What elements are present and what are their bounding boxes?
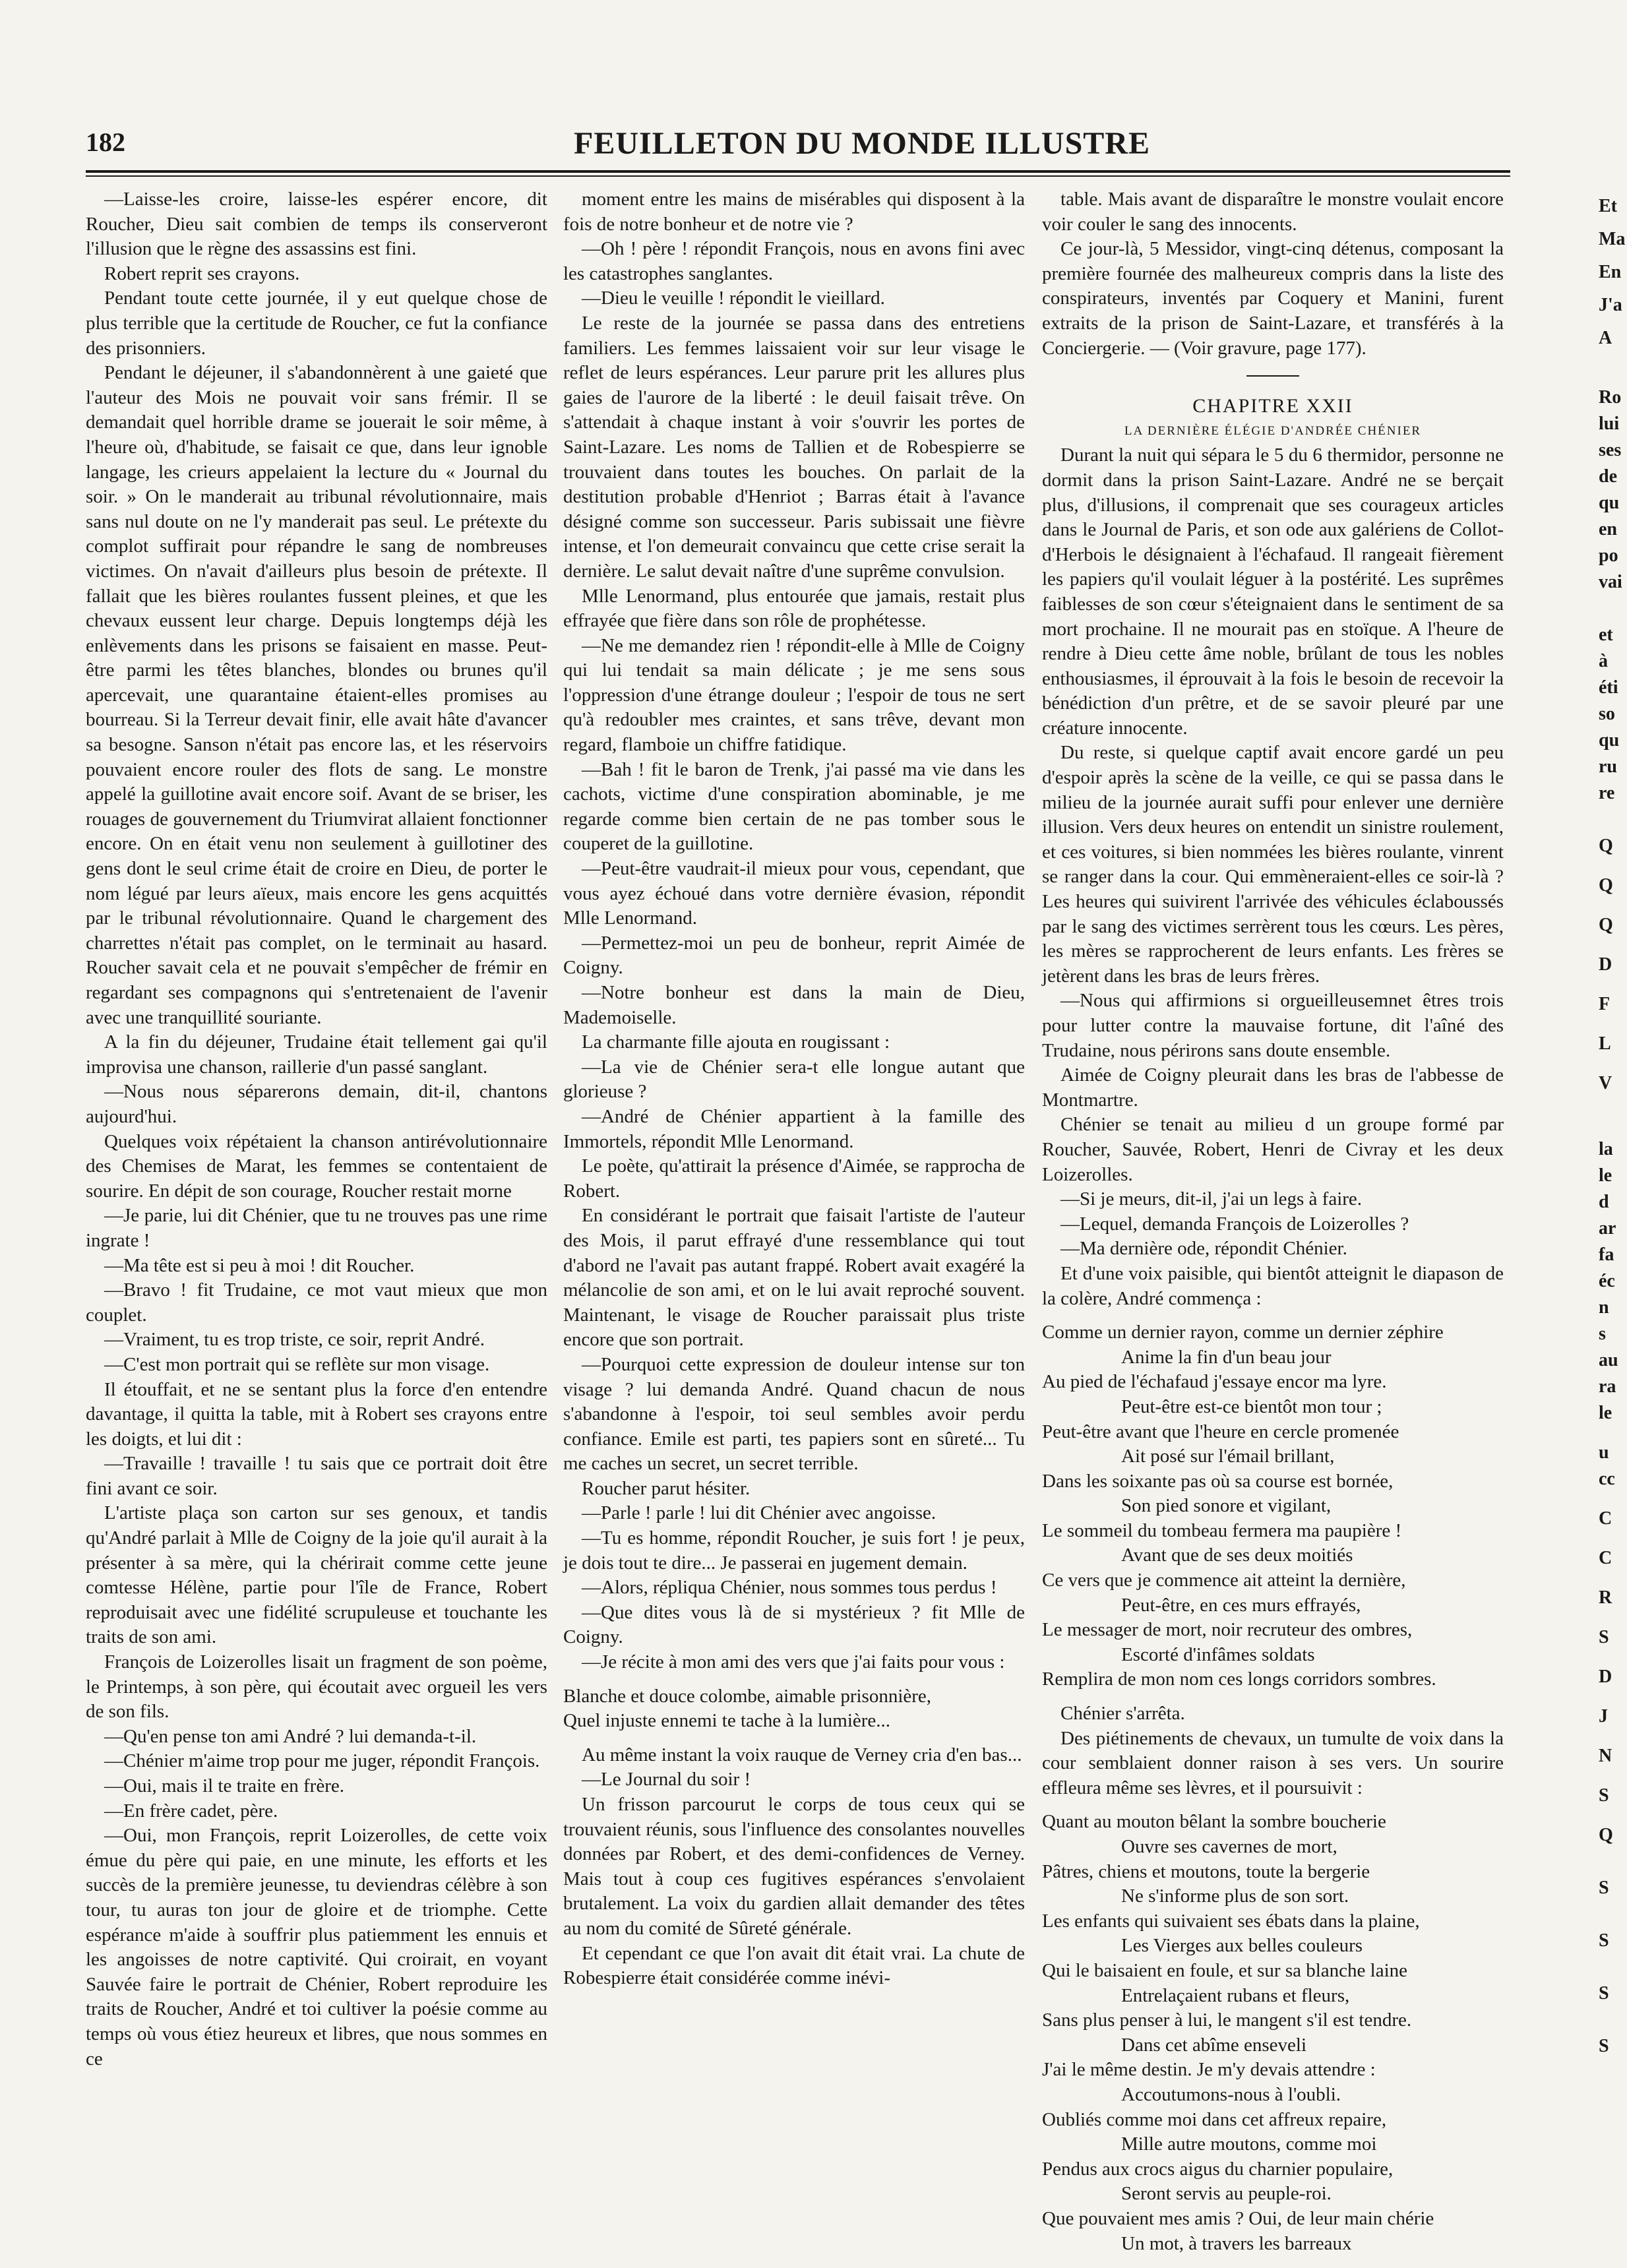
- margin-fragment: A: [1599, 328, 1612, 348]
- paragraph: —Oui, mon François, reprit Loizerolles, de cette voix émue du père qui paie, en une minute, les efforts et les succès de la première jeunesse, tu deviendras célèbre à son tour, tu auras ton jour de gloire et de triomphe. Cette espérance m'aide à souffrir plus patiemment les ennuis et les angoisses de notre captivité. Qui croirait, en voyant Sauvée faire le portrait de Chénier, Robert reproduire les traits de Roucher, André et toi cultiver la poésie comme au temps où vous étiez heureux et libres, que nous sommes en ce: [86, 1825, 547, 2069]
- paragraph: Chénier se tenait au milieu d un groupe formé par Roucher, Sauvée, Robert, Henri de Civray et les deux Loizerolles.: [1042, 1114, 1504, 1185]
- verse-line: Ce vers que je commence ait atteint la dernière,: [1042, 1570, 1406, 1591]
- paragraph: Quelques voix répétaient la chanson antirévolutionnaire des Chemises de Marat, les femmes se contentaient de sourire. En dépit de son courage, Roucher restait morne: [86, 1130, 547, 1202]
- paragraph: —Oui, mais il te traite en frère.: [104, 1775, 344, 1796]
- paragraph: —Vraiment, tu es trop triste, ce soir, reprit André.: [104, 1329, 485, 1351]
- verse-line: Dans les soixante pas où sa course est bornée,: [1042, 1470, 1394, 1492]
- verse-line: Oubliés comme moi dans cet affreux repaire,: [1042, 2108, 1387, 2130]
- paragraph: —Notre bonheur est dans la main de Dieu, Mademoiselle.: [563, 982, 1025, 1028]
- paragraph: Au même instant la voix rauque de Verney cria d'en bas...: [582, 1744, 1022, 1765]
- margin-fragment: Q: [1599, 915, 1613, 935]
- paragraph: —Dieu le veuille ! répondit le vieillard.: [582, 288, 885, 309]
- margin-fragment: la: [1599, 1139, 1613, 1159]
- paragraph: —Oh ! père ! répondit François, nous en avons fini avec les catastrophes sanglantes.: [563, 238, 1025, 284]
- verse-line: Sans plus penser à lui, le mangent s'il est tendre.: [1042, 2009, 1412, 2031]
- header-rule: [86, 170, 1510, 173]
- paragraph: —Bravo ! fit Trudaine, ce mot vaut mieux que mon couplet.: [86, 1279, 547, 1326]
- paragraph: —Nous nous séparerons demain, dit-il, chantons aujourd'hui.: [86, 1081, 547, 1127]
- paragraph: —En frère cadet, père.: [104, 1800, 278, 1822]
- paragraph: Des piétinements de chevaux, un tumulte de voix dans la cour semblaient donner raison à ses vers. Un sourire effleura même ses lèvres, et il poursuivit :: [1042, 1727, 1504, 1798]
- verse-line: Mille autre moutons, comme moi: [1121, 2133, 1377, 2155]
- column-3: [1042, 187, 1504, 2254]
- verse-line: Pâtres, chiens et moutons, toute la bergerie: [1042, 1860, 1370, 1882]
- margin-fragment: Q: [1599, 836, 1613, 856]
- paragraph: Roucher parut hésiter.: [582, 1477, 751, 1499]
- running-title: FEUILLETON DU MONDE ILLUSTRE: [574, 126, 1150, 161]
- margin-fragment: so: [1599, 704, 1615, 724]
- margin-fragment: N: [1599, 1746, 1612, 1766]
- margin-fragment: le: [1599, 1403, 1612, 1423]
- paragraph: Ce jour-là, 5 Messidor, vingt-cinq détenus, composant la première fournée des malheureux compris dans la liste des conspirateurs, inventés par Coquery et Manini, furent extraits de la prison de Saint-Lazare, et transférés à la Conciergerie. — (Voir gravure, page 177).: [1042, 238, 1504, 359]
- margin-fragment: n: [1599, 1297, 1609, 1318]
- margin-fragment: D: [1599, 954, 1612, 975]
- verse-line: Son pied sonore et vigilant,: [1121, 1495, 1332, 1517]
- margin-fragment: re: [1599, 783, 1615, 803]
- paragraph: —Ne me demandez rien ! répondit-elle à Mlle de Coigny qui lui tendait sa main délicate ; je me sens sous l'oppression d'une étrange douleur ; l'espoir de tous ne sert qu'à redoubler mes craintes, et sans trêve, devant mon regard, flamboie un chiffre fatidique.: [563, 634, 1025, 756]
- paragraph: —C'est mon portrait qui se reflète sur mon visage.: [104, 1353, 490, 1375]
- margin-fragment: fa: [1599, 1244, 1614, 1265]
- margin-fragment: S: [1599, 2036, 1609, 2056]
- paragraph: —André de Chénier appartient à la famille des Immortels, répondit Mlle Lenormand.: [563, 1105, 1025, 1152]
- paragraph: Du reste, si quelque captif avait encore gardé un peu d'espoir après la scène de la veille, ce qui se passa dans le milieu de la journée aurait suffi pour enlever une dernière illusion. Vers deux heures on entendit un sinistre roulement, et ces voitures, si bien nommées les bières roulante, vinrent se ranger dans la cour. Qui emmèneraient-elles ce soir-là ? Les heures qui suivirent l'arrivée des véhicules éclaboussés par le sang des victimes serrèrent tous les cœurs. Les pères, les mères se rapprocherent de leurs enfants. Les frères se jetèrent dans les bras de leurs frères.: [1042, 742, 1504, 987]
- paragraph: —La vie de Chénier sera-t elle longue autant que glorieuse ?: [563, 1056, 1025, 1103]
- margin-fragment: po: [1599, 545, 1618, 566]
- margin-fragment: Q: [1599, 875, 1613, 896]
- paragraph: —Bah ! fit le baron de Trenk, j'ai passé ma vie dans les cachots, victime d'une conspiration abominable, je me regarde comme bien certain de ne pas tomber sous le couperet de la guillotine.: [563, 758, 1025, 855]
- margin-fragment: Et: [1599, 196, 1617, 216]
- margin-fragment: s: [1599, 1324, 1606, 1344]
- margin-fragment: C: [1599, 1508, 1612, 1529]
- paragraph: —Travaille ! travaille ! tu sais que ce portrait doit être fini avant ce soir.: [86, 1453, 547, 1499]
- margin-fragment: lui: [1599, 414, 1620, 434]
- verse-line: Le messager de mort, noir recruteur des ombres,: [1042, 1619, 1413, 1641]
- verse-line: Ne s'informe plus de son sort.: [1121, 1885, 1349, 1907]
- paragraph: —Que dites vous là de si mystérieux ? fit Mlle de Coigny.: [563, 1601, 1025, 1648]
- margin-fragment: R: [1599, 1587, 1612, 1608]
- paragraph: —Nous qui affirmions si orgueilleusemnet êtres trois pour lutter contre la mauvaise fortune, dit l'aîné des Trudaine, nous périrons sans doute ensemble.: [1042, 990, 1504, 1061]
- margin-fragment: S: [1599, 1878, 1609, 1898]
- margin-fragment: u: [1599, 1442, 1609, 1463]
- margin-fragment: le: [1599, 1165, 1612, 1186]
- paragraph: —Lequel, demanda François de Loizerolles ?: [1060, 1213, 1409, 1235]
- paragraph: Le poète, qu'attirait la présence d'Aimée, se rapprocha de Robert.: [563, 1155, 1025, 1202]
- margin-fragment: ra: [1599, 1376, 1616, 1397]
- verse-line: Le sommeil du tombeau fermera ma paupière !: [1042, 1519, 1402, 1541]
- header-rule-thin: [86, 175, 1510, 177]
- margin-fragment: à: [1599, 651, 1608, 671]
- margin-fragment: Q: [1599, 1825, 1613, 1845]
- verse-line: Peut-être, en ces murs effrayés,: [1121, 1594, 1361, 1616]
- verse-line: Blanche et douce colombe, aimable prisonnière,: [563, 1685, 932, 1707]
- verse-line: Pendus aux crocs aigus du charnier populaire,: [1042, 2158, 1394, 2180]
- verse-block: [563, 1684, 1025, 1734]
- paragraph: —Ma dernière ode, répondit Chénier.: [1060, 1238, 1347, 1260]
- paragraph: —Pourquoi cette expression de douleur intense sur ton visage ? lui demanda André. Quand chacun de nous s'abandonne à l'espoir, toi seul sembles avoir perdu confiance. Emile est parti, tes papiers sont en sûreté... Tu me caches un secret, un secret terrible.: [563, 1353, 1025, 1475]
- margin-fragment: ses: [1599, 440, 1622, 460]
- paragraph: Aimée de Coigny pleurait dans les bras de l'abbesse de Montmartre.: [1042, 1064, 1504, 1111]
- verse-line: Accoutumons-nous à l'oubli.: [1121, 2083, 1341, 2105]
- column-2: [563, 187, 1025, 2232]
- paragraph: Il étouffait, et ne se sentant plus la force d'en entendre davantage, il quitta la table, mit à Robert ses crayons entre les doigts, et lui dit :: [86, 1378, 547, 1450]
- margin-fragment: V: [1599, 1073, 1612, 1093]
- paragraph: —Alors, répliqua Chénier, nous sommes tous perdus !: [582, 1577, 997, 1599]
- margin-fragment: En: [1599, 262, 1622, 282]
- paragraph: —Parle ! parle ! lui dit Chénier avec angoisse.: [582, 1502, 936, 1524]
- chapter-separator: [1246, 375, 1299, 377]
- verse-line: Entrelaçaient rubans et fleurs,: [1121, 1984, 1350, 2006]
- paragraph: table. Mais avant de disparaître le monstre voulait encore voir couler le sang des innocents.: [1042, 189, 1504, 235]
- paragraph: Robert reprit ses crayons.: [104, 262, 300, 284]
- paragraph: Un frisson parcourut le corps de tous ceux qui se trouvaient réunis, sous l'influence des consolantes nouvelles données par Robert, et des demi-confidences de Verney. Mais tout à coup ces fugitives espérances s'envolaient brutalement. La voix du gardien allait demander des têtes au nom du comité de Sûreté générale.: [563, 1794, 1025, 1939]
- paragraph: Le reste de la journée se passa dans des entretiens familiers. Les femmes laissaient voir sur leur visage le reflet de leurs espérances. Leur parure prit les allures plus gaies de l'aurore de la liberté : le deuil faisait trêve. On s'attendait à chaque instant à voir s'ouvrir les portes de Saint-Lazare. Les noms de Tallien et de Robespierre se trouvaient dans toutes les bouches. On parlait de la destitution probable d'Henriot ; Barras était à l'avance désigné comme son successeur. Paris subissait une fièvre intense, et l'on demeurait convaincu que cette crise serait la dernière. Le salut devait naître d'une suprême convulsion.: [563, 312, 1025, 582]
- paragraph: —Qu'en pense ton ami André ? lui demanda-t-il.: [104, 1725, 477, 1747]
- verse-line: Au pied de l'échafaud j'essaye encor ma lyre.: [1042, 1371, 1387, 1393]
- verse-line: Peut-être est-ce bientôt mon tour ;: [1121, 1395, 1382, 1417]
- verse-line: Comme un dernier rayon, comme un dernier zéphire: [1042, 1322, 1444, 1343]
- paragraph: En considérant le portrait que faisait l'artiste de l'auteur des Mois, il parut effrayé d'une ressemblance qui tout d'abord ne l'avait pas autant frappé. Robert avait exagéré la mélancolie de son ami, et on le lui avait reproché souvent. Maintenant, le visage de Roucher paraissait plus triste encore que son portrait.: [563, 1205, 1025, 1351]
- margin-fragment: J: [1599, 1706, 1608, 1727]
- margin-fragment: vai: [1599, 572, 1622, 592]
- margin-fragment: au: [1599, 1350, 1618, 1370]
- verse-line: Qui le baisaient en foule, et sur sa blanche laine: [1042, 1959, 1408, 1981]
- paragraph: —Permettez-moi un peu de bonheur, reprit Aimée de Coigny.: [563, 932, 1025, 979]
- margin-fragment: qu: [1599, 730, 1620, 751]
- paragraph: Chénier s'arrêta.: [1060, 1703, 1185, 1725]
- margin-fragment: et: [1599, 625, 1613, 645]
- paragraph: —Le Journal du soir !: [582, 1769, 751, 1791]
- paragraph: —Ma tête est si peu à moi ! dit Roucher.: [104, 1254, 415, 1276]
- verse-line: Que pouvaient mes amis ? Oui, de leur main chérie: [1042, 2207, 1434, 2229]
- verse-line: Ouvre ses cavernes de mort,: [1121, 1836, 1337, 1857]
- paragraph: —Laisse-les croire, laisse-les espérer encore, dit Roucher, Dieu sait combien de temps ils conserveront l'illusion que le règne des assassins est fini.: [86, 189, 547, 260]
- verse-line: Peut-être avant que l'heure en cercle promenée: [1042, 1421, 1399, 1442]
- paragraph: —Chénier m'aime trop pour me juger, répondit François.: [104, 1750, 540, 1772]
- verse-line: Ait posé sur l'émail brillant,: [1121, 1446, 1335, 1467]
- margin-fragment: d: [1599, 1192, 1609, 1212]
- paragraph: —Je récite à mon ami des vers que j'ai faits pour vous :: [582, 1651, 1005, 1673]
- paragraph: A la fin du déjeuner, Trudaine était tellement gai qu'il improvisa une chanson, raillerie d'un passé sanglant.: [86, 1031, 547, 1078]
- margin-fragment: cc: [1599, 1469, 1615, 1489]
- column-1: [86, 187, 547, 2232]
- margin-fragment: ar: [1599, 1218, 1616, 1239]
- margin-fragment: F: [1599, 994, 1611, 1014]
- paragraph: Pendant toute cette journée, il y eut quelque chose de plus terrible que la certitude de Roucher, ce fut la confiance des prisonniers.: [86, 288, 547, 359]
- page-number: 182: [86, 127, 125, 157]
- margin-fragment: éc: [1599, 1271, 1615, 1291]
- margin-fragment: S: [1599, 1627, 1609, 1647]
- verse-line: Seront servis au peuple-roi.: [1121, 2183, 1332, 2205]
- paragraph: Et cependant ce que l'on avait dit était vrai. La chute de Robespierre était considérée comme inévi-: [563, 1942, 1025, 1989]
- chapter-subtitle: LA DERNIÈRE ÉLÉGIE D'ANDRÉE CHÉNIER: [1124, 423, 1422, 438]
- margin-fragment: de: [1599, 466, 1617, 487]
- verse-line: Quant au mouton bêlant la sombre boucherie: [1042, 1811, 1386, 1833]
- paragraph: —Je parie, lui dit Chénier, que tu ne trouves pas une rime ingrate !: [86, 1205, 547, 1251]
- paragraph: Mlle Lenormand, plus entourée que jamais, restait plus effrayée que fière dans son rôle de prophétesse.: [563, 585, 1025, 632]
- verse-line: Un mot, à travers les barreaux: [1121, 2232, 1352, 2254]
- margin-fragment: Ro: [1599, 387, 1622, 408]
- paragraph: Et d'une voix paisible, qui bientôt atteignit le diapason de la colère, André commença :: [1042, 1262, 1504, 1309]
- verse-line: Quel injuste ennemi te tache à la lumière...: [563, 1710, 891, 1732]
- paragraph: Durant la nuit qui sépara le 5 du 6 thermidor, personne ne dormit dans la prison Saint-Lazare. André ne se berçait plus, d'illusions, il comprenait que ses courageux articles dans le Journal de Paris, et son ode aux galériens de Collot-d'Herbois le désignaient à l'échafaud. Il rangeait fièrement les papiers qu'il voulait léguer à la postérité. Les suprêmes faiblesses de son cœur s'éteignaient dans le sentiment de sa mort prochaine. Il ne mourait pas en stoïque. A l'heure de rendre à Dieu cette âme noble, brûlant de tous les nobles enthousiasmes, il éprouvait à la fois le besoin de recevoir la bénédiction d'un prêtre, et de se savoir pleuré par une créature innocente.: [1042, 444, 1504, 739]
- chapter-title: CHAPITRE XXII: [1192, 395, 1353, 417]
- verse-line: Remplira de mon nom ces longs corridors sombres.: [1042, 1669, 1436, 1690]
- margin-fragment: C: [1599, 1548, 1612, 1568]
- verse-line: Les enfants qui suivaient ses ébats dans la plaine,: [1042, 1910, 1420, 1932]
- margin-fragment: éti: [1599, 677, 1618, 698]
- margin-fragment: Ma: [1599, 229, 1626, 249]
- margin-fragment: L: [1599, 1033, 1611, 1054]
- paragraph: L'artiste plaça son carton sur ses genoux, et tandis qu'André parlait à Mlle de Coigny de la joie qu'il aurait à la présenter à sa mère, qui la chérirait comme cette jeune comtesse Hélène, partie pour l'île de France, Robert reproduisait avec une fidélité scrupuleuse et touchante les traits de son ami.: [86, 1502, 547, 1648]
- margin-fragment: qu: [1599, 493, 1620, 513]
- paragraph: Pendant le déjeuner, il s'abandonnèrent à une gaieté que l'auteur des Mois ne pouvait voir sans frémir. Il se demandait quel horrible drame se jouerait le soir même, à l'heure où, d'habitude, se faisait ce que, dans leur ignoble langage, les crieurs appelaient la lecture du « Journal du soir. » On le manderait au tribunal révolutionnaire, mais sans nul doute on ne l'y manderait pas seul. Le prétexte du complot suffirait pour répandre le sang de nombreuses victimes. On n'avait d'ailleurs plus besoin de prétexte. Il fallait que les bières roulantes fussent pleines, et que les chevaux eussent leur charge. Depuis longtemps déjà les enlèvements dans les prisons se faisaient en masse. Peut-être parmi les têtes blanches, blondes ou brunes qu'il apercevait, une quarantaine étaient-elles promises au bourreau. Si la Terreur devait finir, elle avait hâte d'avancer sa besogne. Sanson n'était pas encore las, et les réservoirs pouvaient encore rouler des flots de sang. Le monstre appelé la guillotine avait encore soif. Avant de se briser, les rouages de gouvernement du Triumvirat allaient fonctionner encore. On en était venu non seulement à guillotiner des gens dont le seul crime était de croire en Dieu, de porter le nom légué par leurs aïeux, mais encore les gens acquittés par le tribunal révolutionnaire. Quand le chargement des charrettes n'était pas complet, on le terminait au hasard. Roucher savait cela et ne pouvait s'empêcher de frémir en regardant ses compagnons qui s'entretenaient de l'avenir avec une tranquillité souriante.: [86, 362, 547, 1028]
- paragraph: moment entre les mains de misérables qui disposent à la fois de notre bonheur et de notre vie ?: [563, 189, 1025, 235]
- paragraph: —Tu es homme, répondit Roucher, je suis fort ! je peux, je dois tout te dire... Je passerai en jugement demain.: [563, 1527, 1025, 1574]
- paragraph: La charmante fille ajouta en rougissant :: [582, 1031, 890, 1053]
- ode-verse-block-2: [1042, 1810, 1504, 2256]
- paragraph: —Si je meurs, dit-il, j'ai un legs à faire.: [1060, 1188, 1363, 1210]
- margin-fragment: J'a: [1599, 295, 1622, 315]
- verse-line: Anime la fin d'un beau jour: [1121, 1346, 1332, 1368]
- margin-fragment: S: [1599, 1785, 1609, 1806]
- paragraph: François de Loizerolles lisait un fragment de son poème, le Printemps, à son père, qui écoutait avec orgueil les vers de son fils.: [86, 1651, 547, 1723]
- ode-verse-block: [1042, 1320, 1504, 1692]
- verse-line: Les Vierges aux belles couleurs: [1121, 1935, 1363, 1957]
- verse-line: J'ai le même destin. Je m'y devais attendre :: [1042, 2059, 1376, 2081]
- verse-line: Dans cet abîme enseveli: [1121, 2034, 1307, 2056]
- verse-line: Escorté d'infâmes soldats: [1121, 1643, 1315, 1665]
- adjacent-page-fragment: [1595, 187, 1627, 2232]
- paragraph: —Peut-être vaudrait-il mieux pour vous, cependant, que vous ayez échoué dans votre dernière évasion, répondit Mlle Lenormand.: [563, 858, 1025, 929]
- margin-fragment: S: [1599, 1930, 1609, 1951]
- margin-fragment: D: [1599, 1667, 1612, 1687]
- margin-fragment: en: [1599, 519, 1617, 539]
- margin-fragment: ru: [1599, 756, 1617, 777]
- margin-fragment: S: [1599, 1983, 1609, 2004]
- verse-line: Avant que de ses deux moitiés: [1121, 1545, 1353, 1566]
